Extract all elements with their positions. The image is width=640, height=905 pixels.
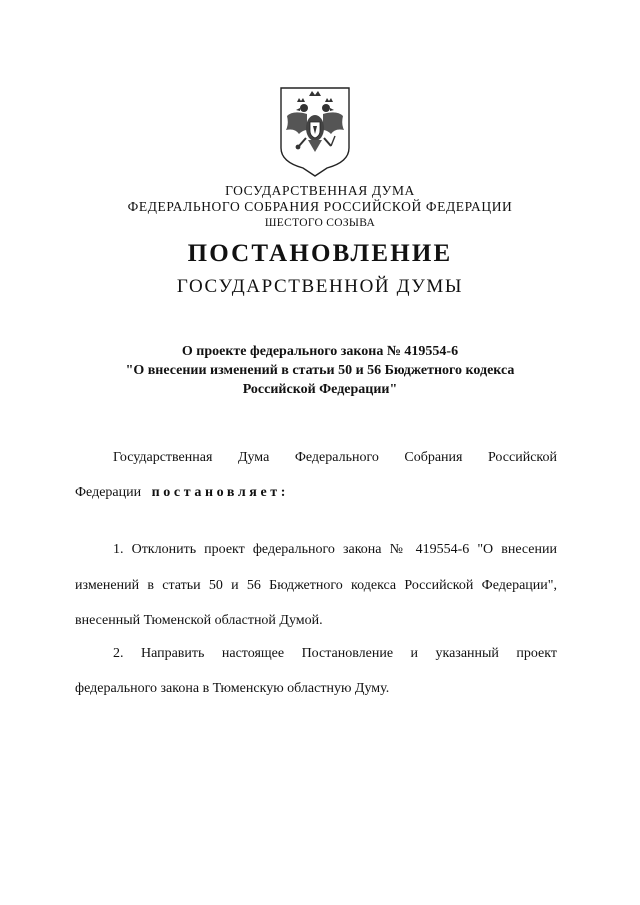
document-subtitle: ГОСУДАРСТВЕННОЙ ДУМЫ [176,276,464,297]
header-convocation: ШЕСТОГО СОЗЫВА [264,217,376,229]
decree-action: постановляет: [151,485,290,500]
subject-line: О проекте федерального закона № 419554-6 [181,344,459,359]
item-1-line: изменений в статьи 50 и 56 Бюджетного кодекса Российской Федерации", [75,578,557,593]
item-1-line: 1. Отклонить проект федерального закона № 419554-6 "О внесении [113,542,557,557]
item-1-line: внесенный Тюменской областной Думой. [75,613,323,628]
subject-line: Российской Федерации" [242,382,398,397]
item-2-line: федерального закона в Тюменскую областную Думу. [75,681,390,696]
header-chamber: ГОСУДАРСТВЕННАЯ ДУМА [225,183,415,198]
preamble-line: Государственная Дума Федерального Собрания Российской [113,450,557,465]
subject-line: "О внесении изменений в статьи 50 и 56 Бюджетного кодекса [125,363,515,378]
preamble-text: Федерации [75,485,142,500]
item-2-line: 2. Направить настоящее Постановление и указанный проект [113,646,557,661]
document-title: ПОСТАНОВЛЕНИЕ [187,240,453,267]
header-assembly: ФЕДЕРАЛЬНОГО СОБРАНИЯ РОССИЙСКОЙ ФЕДЕРАЦИИ [127,199,513,214]
preamble-line [75,484,289,502]
coat-of-arms-icon [277,86,353,178]
